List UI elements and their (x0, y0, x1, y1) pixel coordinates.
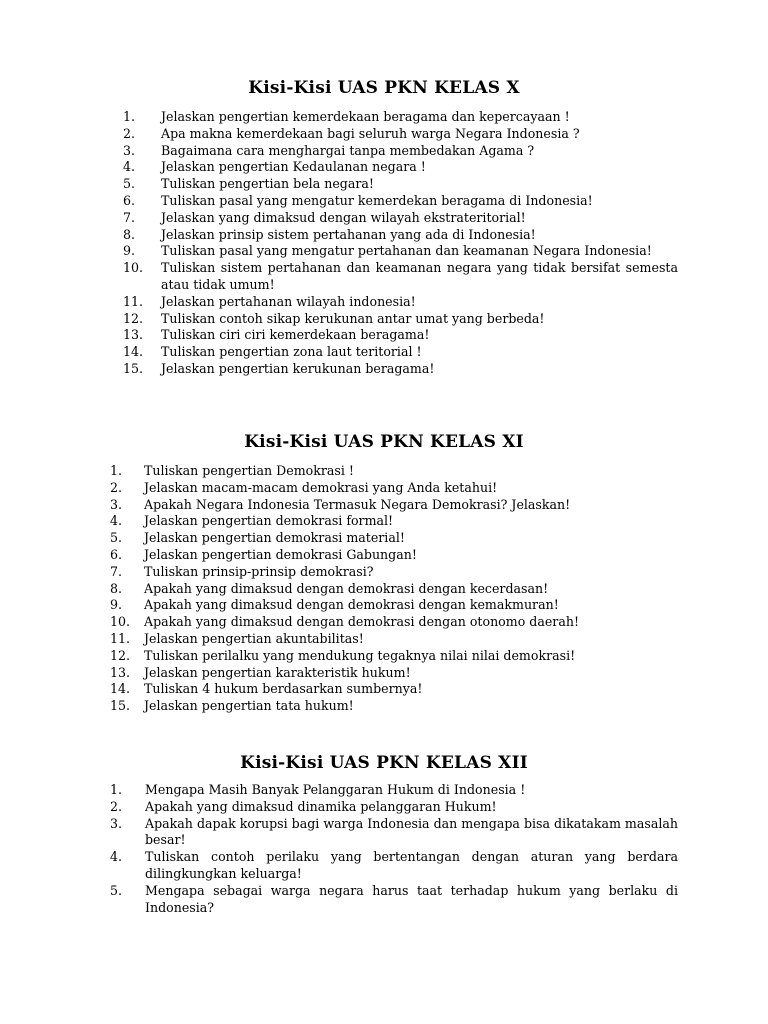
question-text: Mengapa Masih Banyak Pelanggaran Hukum di Indonesia ! (145, 782, 526, 797)
list-item (123, 210, 678, 227)
question-text: Bagaimana cara menghargai tanpa membedakan Agama ? (161, 142, 535, 158)
question-text: Tuliskan pengertian bela negara! (161, 176, 374, 192)
list-item (123, 227, 678, 244)
question-text: Jelaskan pengertian demokrasi material! (144, 530, 405, 546)
item-number: 4. (110, 849, 123, 865)
question-text: Jelaskan pertahanan wilayah indonesia! (161, 293, 416, 309)
item-number: 4. (123, 159, 136, 175)
question-text: Jelaskan pengertian demokrasi Gabungan! (144, 546, 417, 562)
list-item (123, 126, 678, 143)
item-number: 7. (123, 209, 136, 225)
list-item (110, 648, 680, 665)
question-list (123, 109, 678, 378)
item-number: 2. (110, 798, 123, 814)
question-text: Tuliskan sistem pertahanan dan keamanan negara yang tidak bersifat semesta atau tidak umum! (161, 260, 678, 292)
item-number: 2. (110, 479, 123, 495)
list-item (123, 260, 678, 294)
question-text: Tuliskan prinsip-prinsip demokrasi? (144, 563, 374, 579)
item-number: 11. (110, 630, 131, 646)
question-text: Apakah yang dimaksud dengan demokrasi dengan kecerdasan! (144, 580, 549, 596)
item-number: 12. (110, 647, 131, 663)
question-list (110, 782, 678, 916)
item-number: 12. (123, 310, 144, 326)
list-item (110, 883, 678, 917)
question-text: Jelaskan pengertian kemerdekaan beragama dan kepercayaan ! (161, 109, 570, 124)
list-item (110, 463, 680, 480)
question-text: Mengapa sebagai warga negara harus taat terhadap hukum yang berlaku di Indonesia? (145, 882, 678, 915)
list-item (110, 547, 680, 564)
list-item (110, 581, 680, 598)
question-text: Jelaskan pengertian karakteristik hukum! (144, 664, 411, 680)
item-number: 2. (123, 125, 136, 141)
list-item (110, 681, 680, 698)
question-text: Apa makna kemerdekaan bagi seluruh warga Negara Indonesia ? (161, 125, 580, 141)
section-title: Kisi-Kisi UAS PKN KELAS XII (240, 753, 528, 773)
item-number: 7. (110, 563, 123, 579)
question-text: Tuliskan pasal yang mengatur pertahanan dan keamanan Negara Indonesia! (161, 243, 652, 259)
question-text: Tuliskan contoh perilaku yang bertentangan dengan aturan yang berdara dilingkungkan keluarga! (145, 849, 678, 881)
question-text: Jelaskan pengertian demokrasi formal! (144, 513, 394, 529)
item-number: 15. (110, 698, 131, 714)
list-item (123, 159, 678, 176)
list-item (110, 614, 680, 631)
question-text: Jelaskan yang dimaksud dengan wilayah ekstrateritorial! (161, 209, 526, 225)
list-item (110, 849, 678, 883)
item-number: 14. (110, 681, 131, 697)
list-item (110, 480, 680, 497)
item-number: 11. (123, 293, 144, 309)
question-text: Tuliskan pasal yang mengatur kemerdekan beragama di Indonesia! (161, 192, 593, 208)
question-text: Jelaskan pengertian akuntabilitas! (144, 630, 364, 646)
list-item (110, 631, 680, 648)
list-item (110, 665, 680, 682)
list-item (123, 109, 678, 126)
item-number: 13. (123, 327, 144, 343)
question-text: Jelaskan pengertian tata hukum! (144, 698, 354, 714)
item-number: 8. (123, 226, 136, 242)
list-item (110, 782, 678, 799)
list-item (110, 597, 680, 614)
item-number: 1. (110, 782, 123, 797)
item-number: 9. (110, 597, 123, 613)
item-number: 6. (123, 192, 136, 208)
question-text: Apakah yang dimaksud dinamika pelanggaran Hukum! (145, 798, 497, 814)
item-number: 1. (123, 109, 136, 124)
question-text: Jelaskan prinsip sistem pertahanan yang ada di Indonesia! (161, 226, 536, 242)
question-text: Tuliskan 4 hukum berdasarkan sumbernya! (144, 681, 423, 697)
question-text: Jelaskan macam-macam demokrasi yang Anda ketahui! (144, 479, 498, 495)
list-item (123, 311, 678, 328)
section-title: Kisi-Kisi UAS PKN KELAS X (248, 78, 520, 98)
question-text: Jelaskan pengertian Kedaulanan negara ! (161, 159, 426, 175)
item-number: 3. (110, 815, 123, 831)
item-number: 10. (110, 614, 131, 630)
item-number: 6. (110, 546, 123, 562)
question-text: Tuliskan pengertian zona laut teritorial ! (161, 344, 422, 360)
question-list (110, 463, 680, 715)
question-text: Tuliskan pengertian Demokrasi ! (144, 463, 354, 478)
section-title: Kisi-Kisi UAS PKN KELAS XI (244, 432, 524, 452)
list-item (110, 799, 678, 816)
item-number: 10. (123, 260, 144, 276)
list-item (110, 513, 680, 530)
list-item (123, 361, 678, 378)
list-item (110, 564, 680, 581)
item-number: 4. (110, 513, 123, 529)
item-number: 5. (110, 882, 123, 898)
question-text: Tuliskan contoh sikap kerukunan antar umat yang berbeda! (161, 310, 545, 326)
question-text: Jelaskan pengertian kerukunan beragama! (161, 360, 435, 376)
list-item (123, 193, 678, 210)
list-item (123, 176, 678, 193)
question-text: Tuliskan ciri ciri kemerdekaan beragama! (161, 327, 430, 343)
item-number: 14. (123, 344, 144, 360)
list-item (123, 243, 678, 260)
question-text: Apakah yang dimaksud dengan demokrasi dengan otonomo daerah! (144, 614, 580, 630)
list-item (123, 344, 678, 361)
list-item (123, 327, 678, 344)
item-number: 8. (110, 580, 123, 596)
list-item (110, 816, 678, 850)
question-text: Apakah yang dimaksud dengan demokrasi dengan kemakmuran! (144, 597, 559, 613)
list-item (110, 497, 680, 514)
item-number: 5. (123, 176, 136, 192)
question-text: Tuliskan perilalku yang mendukung tegaknya nilai nilai demokrasi! (144, 647, 576, 663)
item-number: 3. (110, 496, 123, 512)
question-text: Apakah dapak korupsi bagi warga Indonesia dan mengapa bisa dikatakam masalah besar! (145, 815, 678, 848)
item-number: 9. (123, 243, 136, 259)
list-item (123, 294, 678, 311)
item-number: 5. (110, 530, 123, 546)
question-text: Apakah Negara Indonesia Termasuk Negara Demokrasi? Jelaskan! (144, 496, 571, 512)
item-number: 15. (123, 360, 144, 376)
list-item (123, 143, 678, 160)
item-number: 1. (110, 463, 123, 478)
list-item (110, 530, 680, 547)
item-number: 3. (123, 142, 136, 158)
item-number: 13. (110, 664, 131, 680)
list-item (110, 698, 680, 715)
